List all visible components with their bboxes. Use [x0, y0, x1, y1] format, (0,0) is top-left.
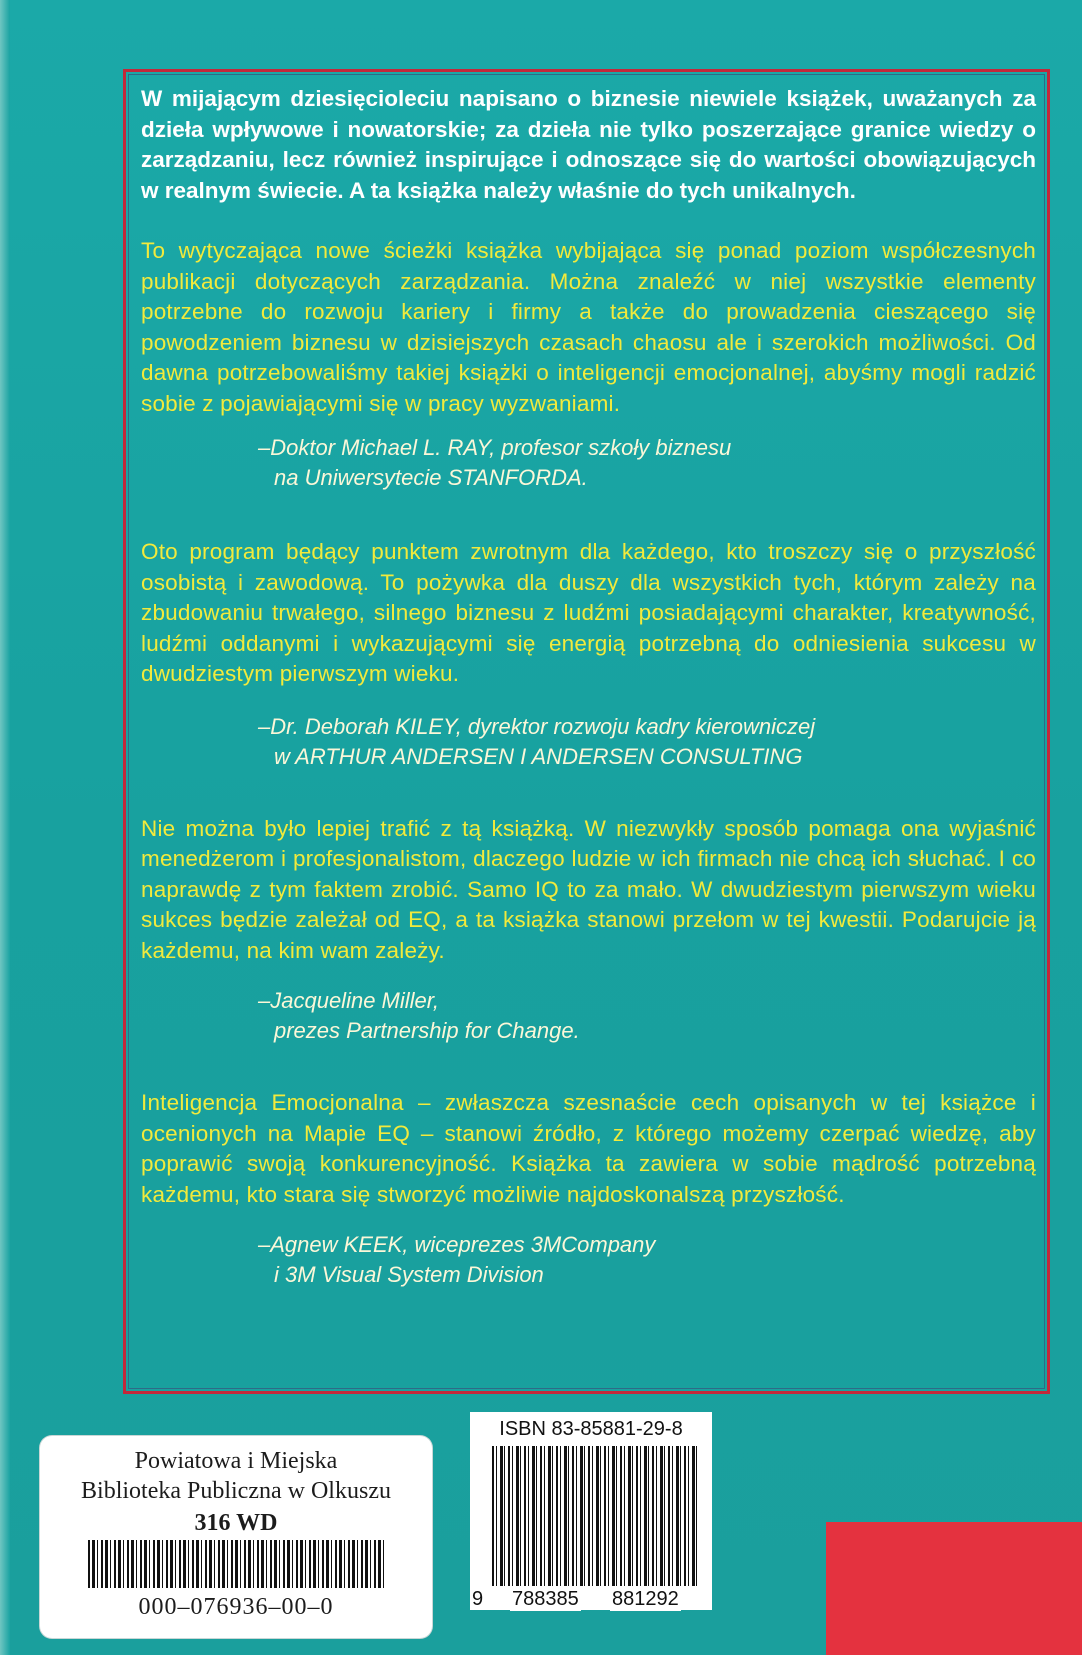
attribution-line: –Dr. Deborah KILEY, dyrektor rozwoju kadry kierowniczej — [258, 713, 816, 739]
endorsement-attribution-ray — [141, 433, 1036, 493]
library-barcode — [88, 1540, 384, 1588]
ean-group-2: 881292 — [612, 1588, 679, 1610]
endorsement-text-keek: Inteligencja Emocjonalna – zwłaszcza szesnaście cech opisanych w tej książce i ocenionych na Mapie EQ – stanowi źródło, z którego możemy czerpać wiedzę, aby poprawić swoją konkurencyjność. Książka ta zawiera w sobie mądrość potrzebną każdemu, kto stara się stworzyć możliwie najdoskonalszą przyszłość. — [141, 1090, 1036, 1207]
shelf-code: 316 WD — [194, 1510, 278, 1536]
cover-text-block — [141, 84, 1036, 1290]
library-barcode-number: 000–076936–00–0 — [138, 1594, 334, 1620]
library-name-line1: Powiatowa i Miejska — [134, 1448, 338, 1474]
endorsement-text-kiley: Oto program będący punktem zwrotnym dla każdego, kto troszczy się o przyszłość osobistą i zawodową. To pożywka dla duszy dla wszystkich tych, którym zależy na zbudowaniu trwałego, silnego biznesu z ludźmi posiadającymi charakter, kreatywność, ludźmi oddanymi i wykazującymi się energią potrzebną do odniesienia sukcesu w dwudziestym pierwszym wieku. — [141, 539, 1036, 686]
endorsement-attribution-keek — [141, 1230, 1036, 1290]
attribution-line: w ARTHUR ANDERSEN I ANDERSEN CONSULTING — [274, 743, 803, 769]
cover-spine-edge — [0, 0, 10, 1655]
attribution-line: i 3M Visual System Division — [274, 1262, 544, 1287]
isbn-barcode-box — [470, 1412, 712, 1610]
endorsement-text-miller: Nie można było lepiej trafić z tą książką. W niezwykły sposób pomaga ona wyjaśnić menedżerom i profesjonalistom, dlaczego ludzie w ich firmach nie chcą ich słuchać. I co naprawdę z tym faktem zrobić. Samo IQ to za mało. W dwudziestym pierwszym wieku sukces będzie zależał od EQ, a ta książka stanowi przełom w tej kwestii. Podarujcie ją każdemu, na kim wam zależy. — [141, 815, 1036, 963]
endorsement-attribution-kiley — [141, 712, 1036, 772]
endorsement-text-ray: To wytyczająca nowe ścieżki książka wybijająca się ponad poziom współczesnych publikacji dotyczących zarządzania. Można znaleźć w niej wszystkie elementy potrzebne do rozwoju kariery i firmy a także do prowadzenia cieszącego się powodzeniem biznesu w dzisiejszych czasach chaosu ale i szerokich możliwości. Od dawna potrzebowaliśmy takiej książki o inteligencji emocjonalnej, abyśmy mogli radzić sobie z pojawiającymi się w pracy wyzwaniami. — [141, 238, 1036, 416]
attribution-line: –Doktor Michael L. RAY, profesor szkoły biznesu — [258, 435, 732, 460]
attribution-line: na Uniwersytecie STANFORDA. — [274, 465, 588, 490]
ean-barcode — [492, 1446, 698, 1586]
attribution-line: –Jacqueline Miller, — [258, 988, 439, 1013]
intro-paragraph: W mijającym dziesięcioleciu napisano o biznesie niewiele książek, uważanych za dzieła wpływowe i nowatorskie; za dzieła nie tylko poszerzające granice wiedzy o zarządzaniu, lecz również inspirujące i odnoszące się do wartości obowiązujących w realnym świecie. A ta książka należy właśnie do tych unikalnych. — [141, 86, 1036, 203]
ean-group-1: 788385 — [512, 1588, 579, 1610]
red-corner-tab — [826, 1522, 1082, 1655]
ean-lead-digit: 9 — [472, 1588, 484, 1610]
library-name-line2: Biblioteka Publiczna w Olkuszu — [81, 1478, 391, 1504]
ean-digits — [470, 1588, 712, 1610]
endorsement-attribution-miller — [141, 986, 1036, 1046]
isbn-label: ISBN 83-85881-29-8 — [499, 1418, 683, 1440]
attribution-line: prezes Partnership for Change. — [274, 1018, 580, 1043]
library-sticker — [40, 1436, 432, 1638]
attribution-line: –Agnew KEEK, wiceprezes 3MCompany — [258, 1232, 656, 1257]
